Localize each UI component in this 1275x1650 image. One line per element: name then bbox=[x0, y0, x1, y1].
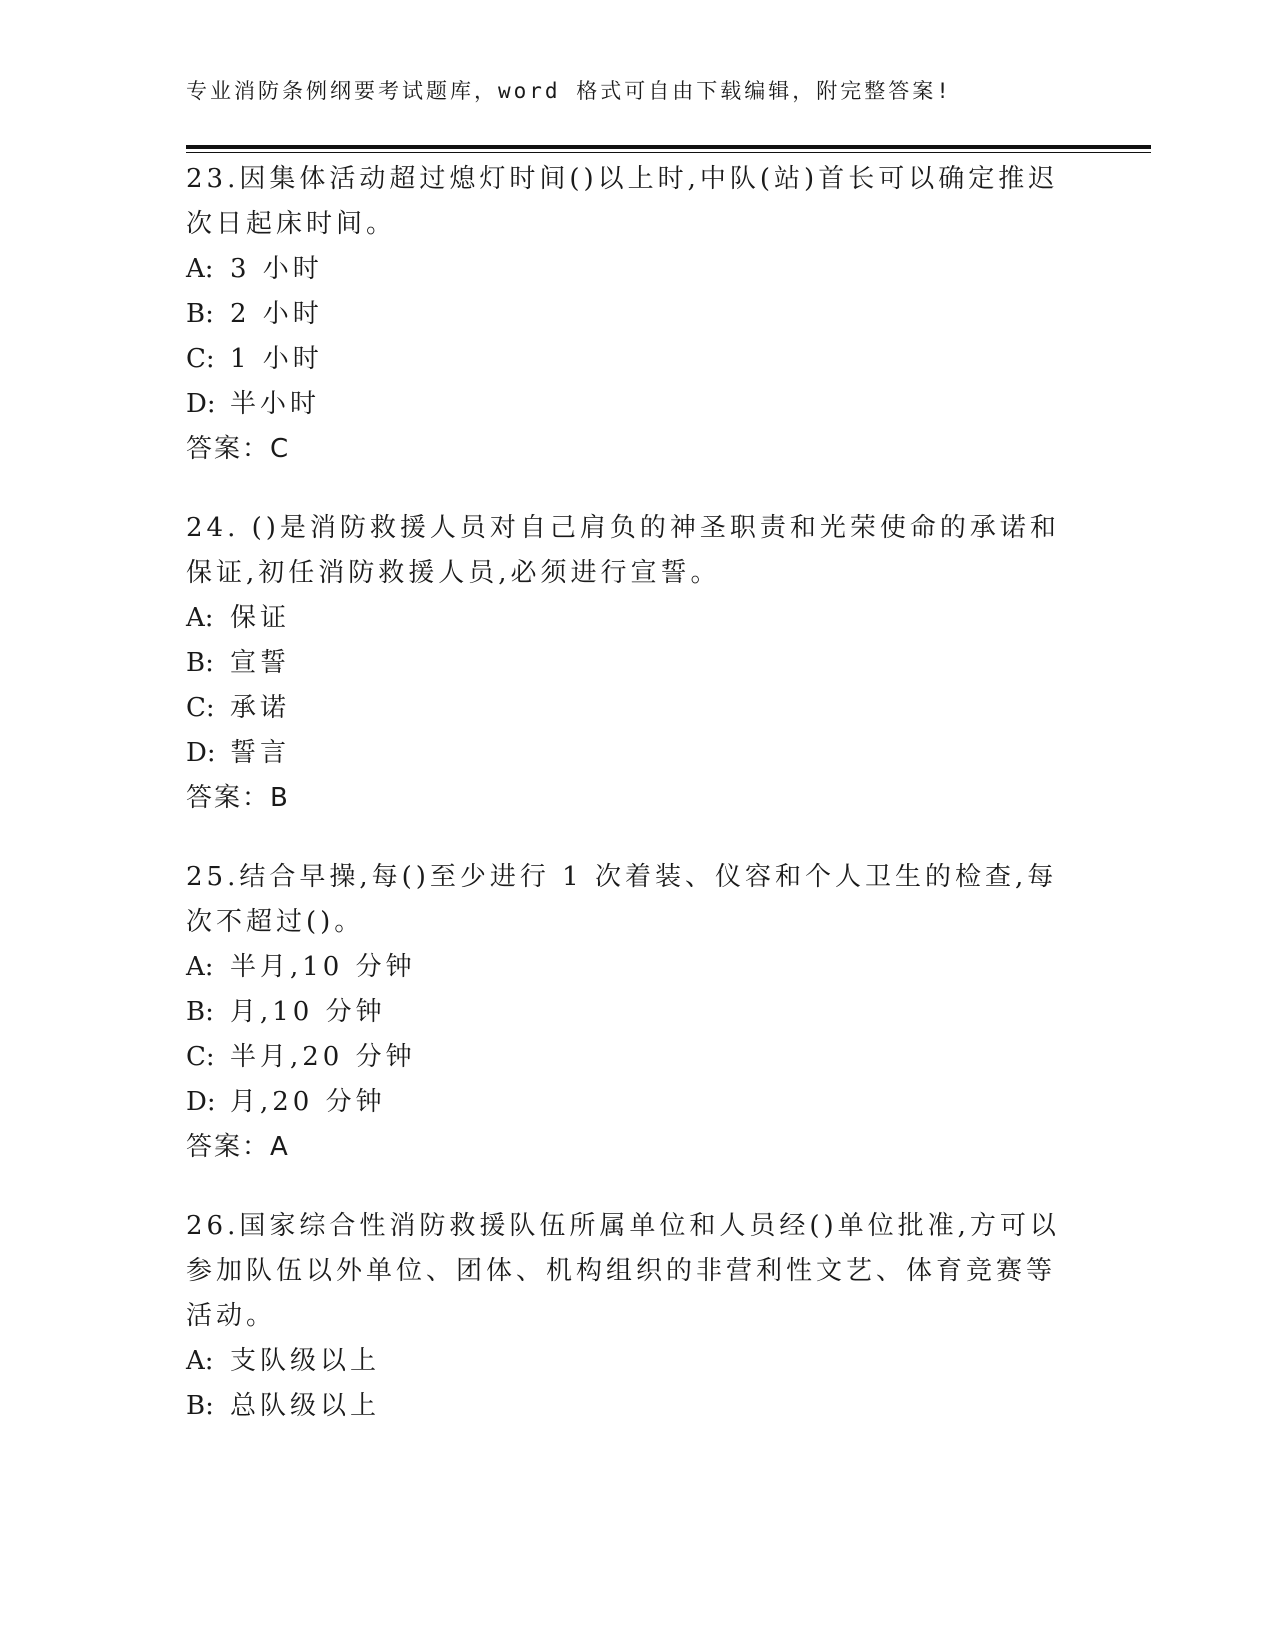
option-d bbox=[186, 1080, 1076, 1125]
option-a bbox=[186, 596, 1076, 641]
option-c bbox=[186, 337, 1076, 382]
answer-line: 答案：B bbox=[186, 783, 290, 813]
option-letter: B: bbox=[186, 1391, 214, 1421]
option-letter: A: bbox=[186, 952, 214, 982]
header-rule bbox=[186, 145, 1151, 149]
option-c bbox=[186, 686, 1076, 731]
option-text: 誓言 bbox=[230, 738, 291, 768]
option-text: 1 小时 bbox=[230, 344, 323, 374]
option-text: 宣誓 bbox=[230, 648, 291, 678]
header-rule-thin bbox=[186, 152, 1151, 153]
option-a bbox=[186, 945, 1076, 990]
option-c bbox=[186, 1035, 1076, 1080]
question-26 bbox=[186, 1204, 1076, 1429]
page-header: 专业消防条例纲要考试题库，word 格式可自由下载编辑，附完整答案! bbox=[186, 79, 952, 103]
option-a bbox=[186, 1339, 1076, 1384]
option-letter: D: bbox=[186, 389, 216, 419]
option-letter: D: bbox=[186, 1087, 216, 1117]
option-b bbox=[186, 292, 1076, 337]
option-letter: A: bbox=[186, 254, 214, 284]
option-letter: D: bbox=[186, 738, 216, 768]
option-text: 3 小时 bbox=[230, 254, 323, 284]
option-b bbox=[186, 641, 1076, 686]
option-d bbox=[186, 382, 1076, 427]
option-letter: C: bbox=[186, 344, 215, 374]
question-stem: 23.因集体活动超过熄灯时间()以上时,中队(站)首长可以确定推迟次日起床时间。 bbox=[186, 164, 1059, 239]
option-text: 半月,20 分钟 bbox=[230, 1042, 416, 1072]
option-text: 承诺 bbox=[230, 693, 291, 723]
option-letter: C: bbox=[186, 693, 215, 723]
option-text: 月,20 分钟 bbox=[230, 1087, 386, 1117]
question-stem: 25.结合早操,每()至少进行 1 次着装、仪容和个人卫生的检查,每次不超过()。 bbox=[186, 862, 1058, 937]
question-stem: 26.国家综合性消防救援队伍所属单位和人员经()单位批准,方可以参加队伍以外单位、团体、机构组织的非营利性文艺、体育竞赛等活动。 bbox=[186, 1211, 1060, 1331]
option-letter: B: bbox=[186, 997, 214, 1027]
question-24 bbox=[186, 506, 1076, 821]
answer-line: 答案：A bbox=[186, 1132, 290, 1162]
option-text: 2 小时 bbox=[230, 299, 323, 329]
question-23 bbox=[186, 157, 1076, 472]
option-text: 支队级以上 bbox=[230, 1346, 381, 1376]
question-list bbox=[186, 157, 1076, 1463]
question-25 bbox=[186, 855, 1076, 1170]
option-letter: C: bbox=[186, 1042, 215, 1072]
option-letter: A: bbox=[186, 603, 214, 633]
question-stem: 24. ()是消防救援人员对自己肩负的神圣职责和光荣使命的承诺和保证,初任消防救援人员,必须进行宣誓。 bbox=[186, 513, 1060, 588]
option-a bbox=[186, 247, 1076, 292]
option-d bbox=[186, 731, 1076, 776]
option-letter: A: bbox=[186, 1346, 214, 1376]
option-text: 半小时 bbox=[230, 389, 321, 419]
option-letter: B: bbox=[186, 648, 214, 678]
answer-line: 答案：C bbox=[186, 434, 291, 464]
option-text: 总队级以上 bbox=[230, 1391, 381, 1421]
option-text: 保证 bbox=[230, 603, 291, 633]
option-b bbox=[186, 1384, 1076, 1429]
option-text: 半月,10 分钟 bbox=[230, 952, 416, 982]
option-letter: B: bbox=[186, 299, 214, 329]
option-text: 月,10 分钟 bbox=[230, 997, 386, 1027]
option-b bbox=[186, 990, 1076, 1035]
